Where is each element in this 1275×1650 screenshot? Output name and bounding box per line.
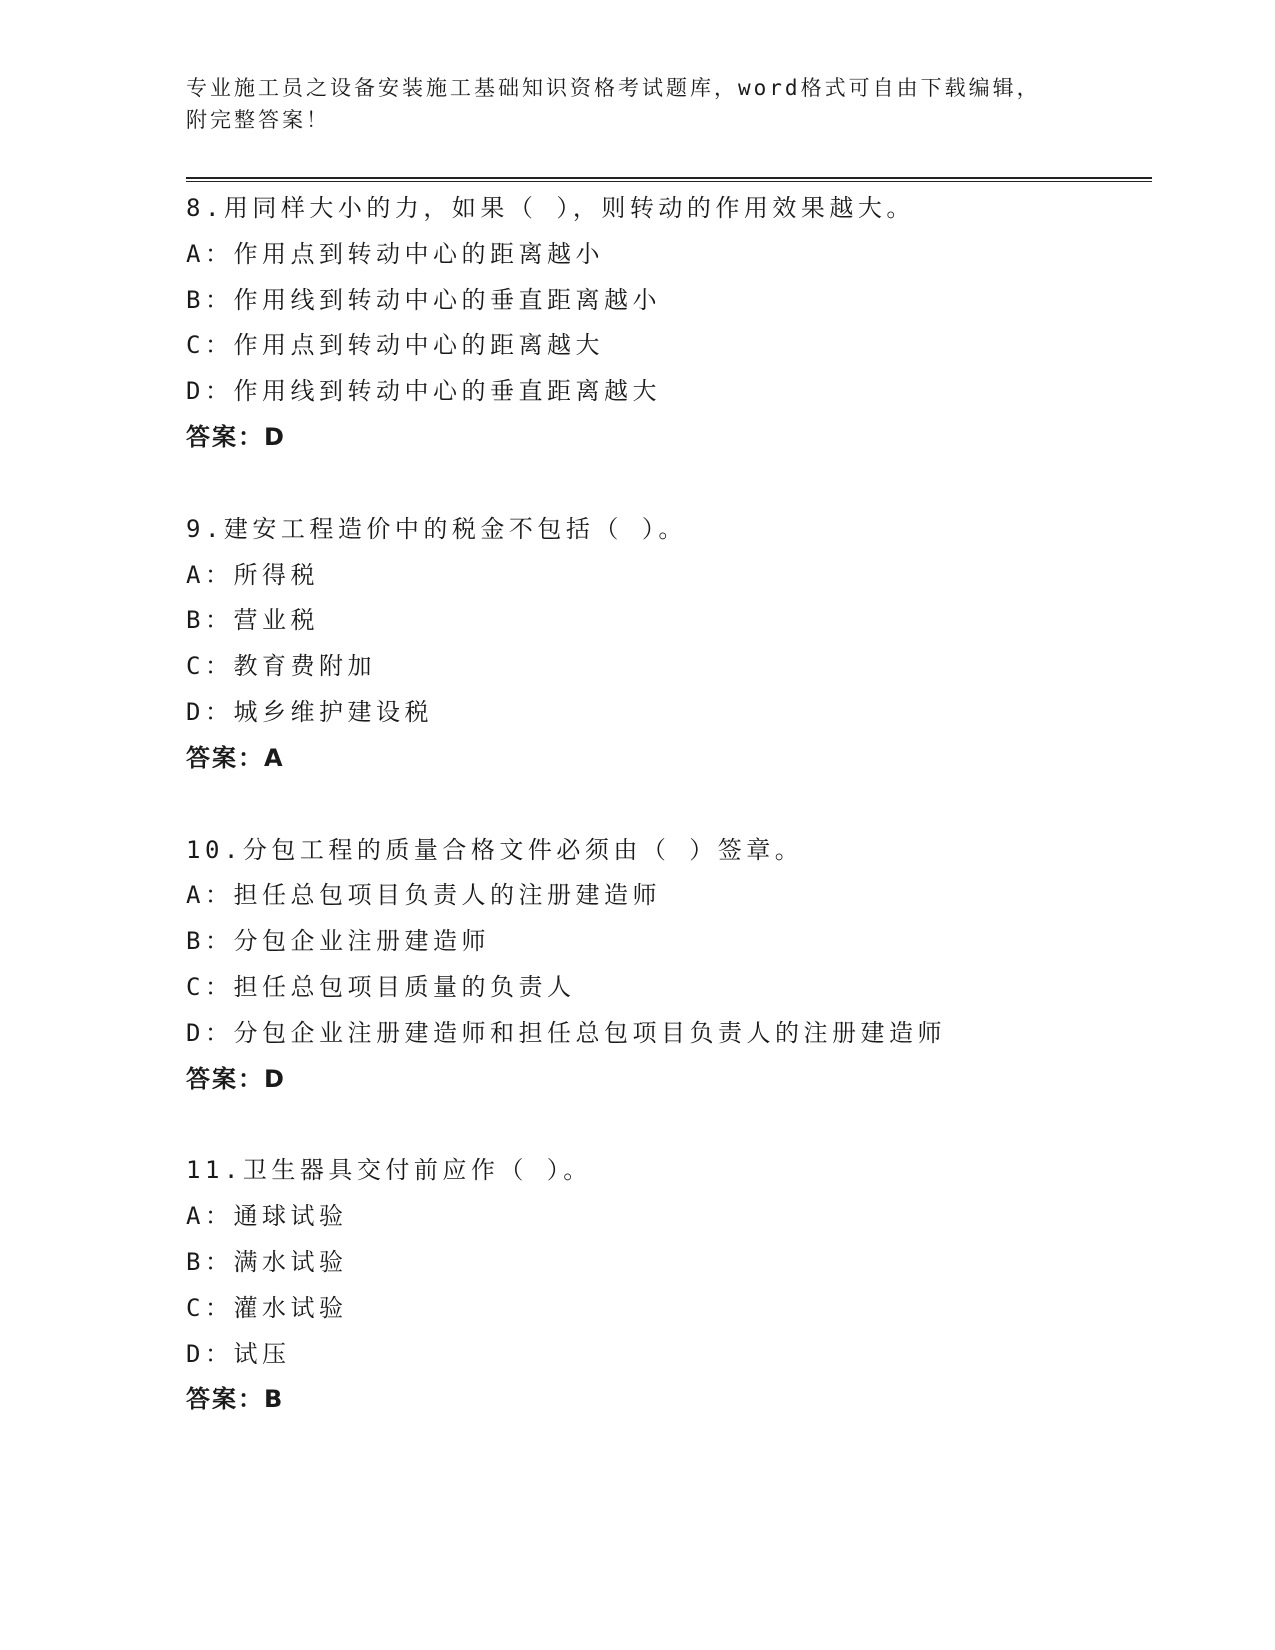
header-line-1: 专业施工员之设备安装施工基础知识资格考试题库，word格式可自由下载编辑，: [186, 76, 1041, 100]
option-b: B：作用线到转动中心的垂直距离越小: [186, 285, 661, 314]
document-header: [186, 72, 1086, 136]
option-c: C：担任总包项目质量的负责人: [186, 972, 576, 1001]
question-list: [186, 186, 1152, 1423]
option-d: D：城乡维护建设税: [186, 697, 433, 726]
option-a: A：担任总包项目负责人的注册建造师: [186, 881, 661, 910]
option-c: C：教育费附加: [186, 652, 376, 681]
option-c: C：灌水试验: [186, 1293, 348, 1322]
option-a: A：通球试验: [186, 1202, 348, 1231]
answer-line: 答案：D: [186, 422, 286, 451]
option-b: B：分包企业注册建造师: [186, 927, 490, 956]
question-stem: 10.分包工程的质量合格文件必须由（ ）签章。: [186, 835, 804, 864]
answer-line: 答案：D: [186, 1064, 286, 1093]
question-stem: 8.用同样大小的力，如果（ ），则转动的作用效果越大。: [186, 194, 915, 222]
option-a: A：作用点到转动中心的距离越小: [186, 239, 604, 268]
header-line-2: 附完整答案！: [186, 108, 330, 132]
option-b: B：满水试验: [186, 1247, 348, 1276]
question-9: [186, 507, 1152, 782]
question-stem: 11.卫生器具交付前应作（ ）。: [186, 1156, 592, 1185]
option-a: A：所得税: [186, 560, 319, 589]
option-d: D：分包企业注册建造师和担任总包项目负责人的注册建造师: [186, 1018, 946, 1047]
answer-line: 答案：A: [186, 743, 285, 772]
option-b: B：营业税: [186, 606, 319, 635]
answer-line: 答案：B: [186, 1385, 285, 1414]
option-c: C：作用点到转动中心的距离越大: [186, 331, 604, 360]
question-10: [186, 828, 1152, 1103]
option-d: D：试压: [186, 1339, 291, 1368]
option-d: D：作用线到转动中心的垂直距离越大: [186, 377, 661, 406]
question-8: [186, 186, 1152, 461]
question-11: [186, 1148, 1152, 1423]
question-stem: 9.建安工程造价中的税金不包括（ ）。: [186, 514, 687, 543]
header-divider: [186, 177, 1152, 182]
